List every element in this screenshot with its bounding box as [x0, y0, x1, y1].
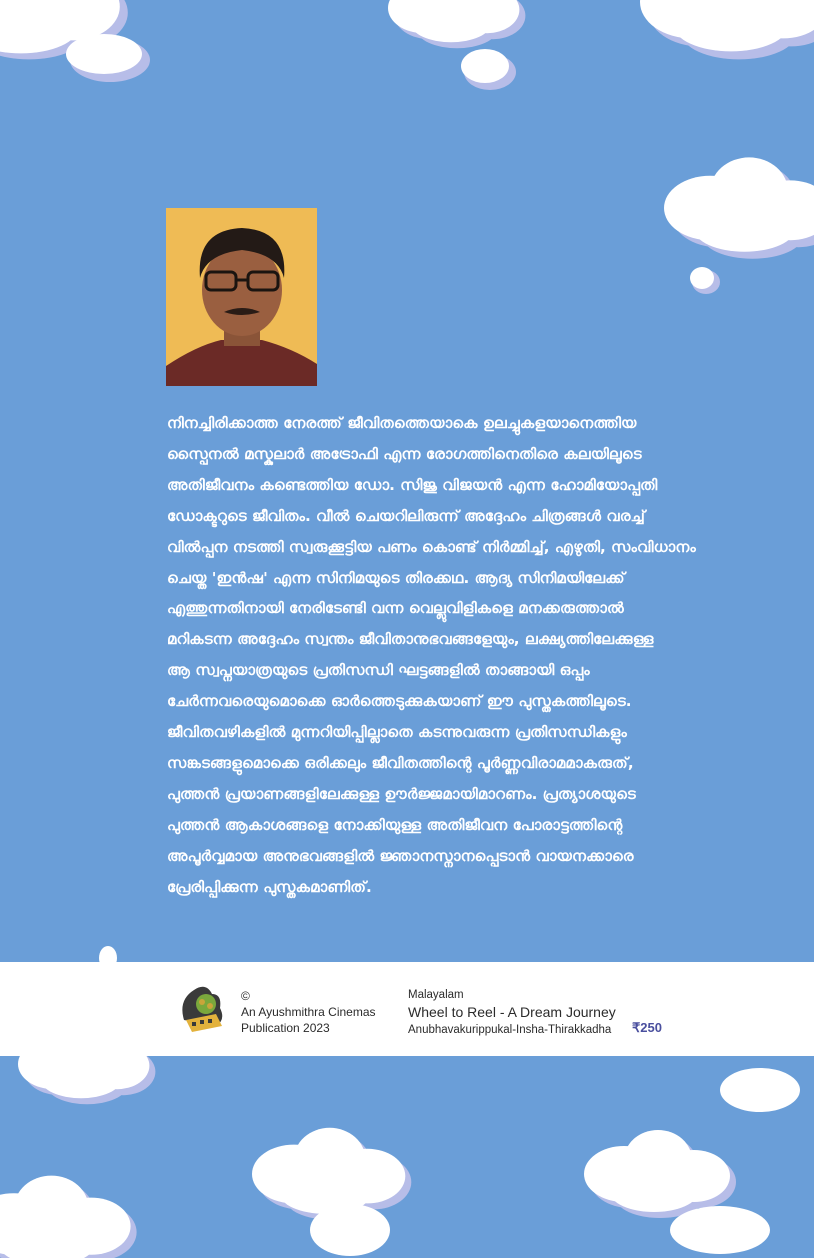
publisher-info-band: [0, 962, 814, 1056]
book-language: Malayalam: [408, 989, 464, 1001]
blurb-line: പുത്തൻ പ്രയാണങ്ങളിലേക്കുള്ള ഊർജ്ജമായിമാറണം. പ്രത്യാശയുടെ: [167, 784, 636, 803]
blurb-line: സ്പൈനൽ മസ്കുലാർ അട്രോഫി എന്ന രോഗത്തിനെതിരെ കലയിലൂടെ: [167, 444, 642, 463]
blurb-line: ജീവിതവഴികളിൽ മുന്നറിയിപ്പില്ലാതെ കടന്നുവരുന്ന പ്രതിസന്ധികളും: [167, 723, 627, 742]
blurb-line: ആ സ്വപ്നയാത്രയുടെ പ്രതിസന്ധി ഘട്ടങ്ങളിൽ താങ്ങായി ഒപ്പം: [167, 661, 590, 680]
blurb-line: പുത്തൻ ആകാശങ്ങളെ നോക്കിയുള്ള അതിജീവന പോരാട്ടത്തിന്റെ: [167, 815, 623, 834]
back-cover-blurb: [167, 408, 696, 903]
blurb-line: ഡോക്ടറുടെ ജീവിതം. വീൽ ചെയറിലിരുന്ന് അദ്ദേഹം ചിത്രങ്ങൾ വരച്ച്: [167, 506, 645, 525]
blurb-line: അതിജീവനം കണ്ടെത്തിയ ഡോ. സിജു വിജയൻ എന്ന ഹോമിയോപ്പതി: [167, 475, 658, 494]
blurb-line: എത്തുന്നതിനായി നേരിടേണ്ടി വന്ന വെല്ലുവിളികളെ മനക്കരുത്താൽ: [167, 599, 624, 618]
book-subtitle: Anubhavakurippukal-Insha-Thirakkadha: [408, 1024, 612, 1036]
book-price: ₹250: [632, 1020, 662, 1035]
publisher-name: An Ayushmithra Cinemas: [241, 1005, 376, 1019]
blurb-line: ചെയ്ത 'ഇൻഷ' എന്ന സിനിമയുടെ തിരക്കഥ. ആദ്യ സിനിമയിലേക്ക്: [167, 568, 625, 587]
blurb-line: വിൽപ്പന നടത്തി സ്വരുക്കൂട്ടിയ പണം കൊണ്ട് നിർമ്മിച്ച്, എഴുതി, സംവിധാനം: [167, 537, 696, 556]
film-reel-cat-logo-icon: [176, 980, 230, 1036]
book-details: [408, 987, 616, 1038]
blurb-line: സങ്കടങ്ങളുമൊക്കെ ഒരിക്കലും ജീവിതത്തിന്റെ പൂർണ്ണവിരാമമാകരുത്,: [167, 753, 634, 772]
author-portrait-illustration: [166, 208, 317, 386]
cloud-bottom-far-right: [720, 1068, 800, 1112]
publication-year: Publication 2023: [241, 1021, 330, 1035]
book-title: Wheel to Reel - A Dream Journey: [408, 1004, 616, 1020]
blurb-line: നിനച്ചിരിക്കാത്ത നേരത്ത് ജീവിതത്തെയാകെ ഉലച്ചുകളയാനെത്തിയ: [167, 414, 637, 432]
blurb-line: മറികടന്ന അദ്ദേഹം സ്വന്തം ജീവിതാനുഭവങ്ങളേയും, ലക്ഷ്യത്തിലേക്കുള്ള: [167, 630, 654, 649]
publisher-copyright: [241, 988, 376, 1036]
copyright-symbol: ©: [241, 989, 250, 1003]
author-photo: [166, 208, 317, 386]
blurb-line: പ്രേരിപ്പിക്കുന്ന പുസ്തകമാണിത്.: [167, 877, 372, 896]
blurb-line: ചേർന്നവരെയുമൊക്കെ ഓർത്തെടുക്കുകയാണ് ഈ പുസ്തകത്തിലൂടെ.: [167, 692, 632, 711]
blurb-line: അപൂർവ്വമായ അനുഭവങ്ങളിൽ ജ്ഞാനസ്നാനപ്പെടാൻ വായനക്കാരെ: [167, 846, 634, 865]
